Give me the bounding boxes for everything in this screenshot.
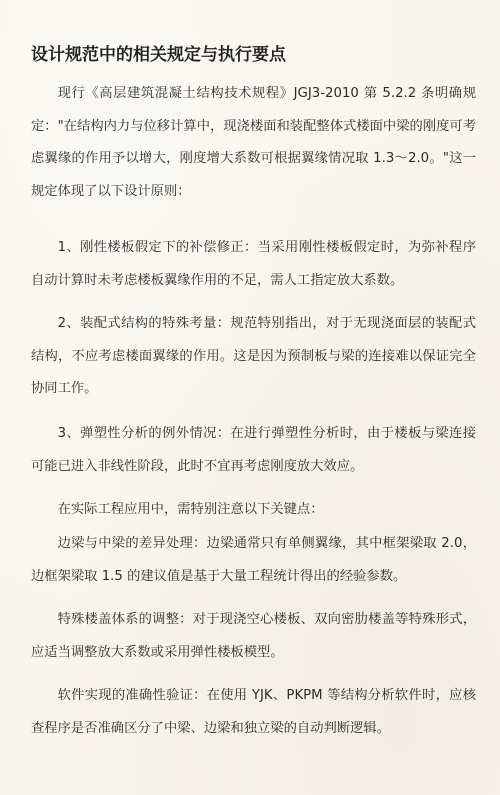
paragraph-elastoplastic-analysis: 3、弹塑性分析的例外情况：在进行弹塑性分析时，由于楼板与梁连接可能已进入非线性阶段，此时不宜再考虑刚度放大效应。 — [31, 426, 476, 474]
paragraph-code-provision: 现行《高层建筑混凝土结构技术规程》JGJ3-2010 第 5.2.2 条明确规定："在结构内力与位移计算中，现浇楼面和装配整体式楼面中梁的刚度可考虑翼缘的作用予以增大，刚度增大系数可根据翼缘情况取 1.3～2.0。"这一规定体现了以下设计原则： — [31, 86, 476, 199]
document-title: 设计规范中的相关规定与执行要点 — [31, 45, 286, 65]
paragraph-software-verification: 软件实现的准确性验证：在使用 YJK、PKPM 等结构分析软件时，应核查程序是否准确区分了中梁、边梁和独立梁的自动判断逻辑。 — [31, 688, 476, 736]
paragraph-prefabricated-structure: 2、装配式结构的特殊考量：规范特别指出，对于无现浇面层的装配式结构，不应考虑楼面翼缘的作用。这是因为预制板与梁的连接难以保证完全协同工作。 — [31, 316, 476, 396]
paragraph-rigid-floor-assumption: 1、刚性楼板假定下的补偿修正：当采用刚性楼板假定时，为弥补程序自动计算时未考虑楼板翼缘作用的不足，需人工指定放大系数。 — [31, 240, 476, 288]
paragraph-engineering-intro: 在实际工程应用中，需特别注意以下关键点： — [57, 502, 324, 517]
paragraph-special-floor-system: 特殊楼盖体系的调整：对于现浇空心楼板、双向密肋楼盖等特殊形式，应适当调整放大系数或采用弹性楼板模型。 — [31, 612, 476, 660]
paragraph-edge-middle-beam: 边梁与中梁的差异处理：边梁通常只有单侧翼缘，其中框架梁取 2.0，边框架梁取 1.5 的建议值是基于大量工程统计得出的经验参数。 — [31, 536, 476, 584]
